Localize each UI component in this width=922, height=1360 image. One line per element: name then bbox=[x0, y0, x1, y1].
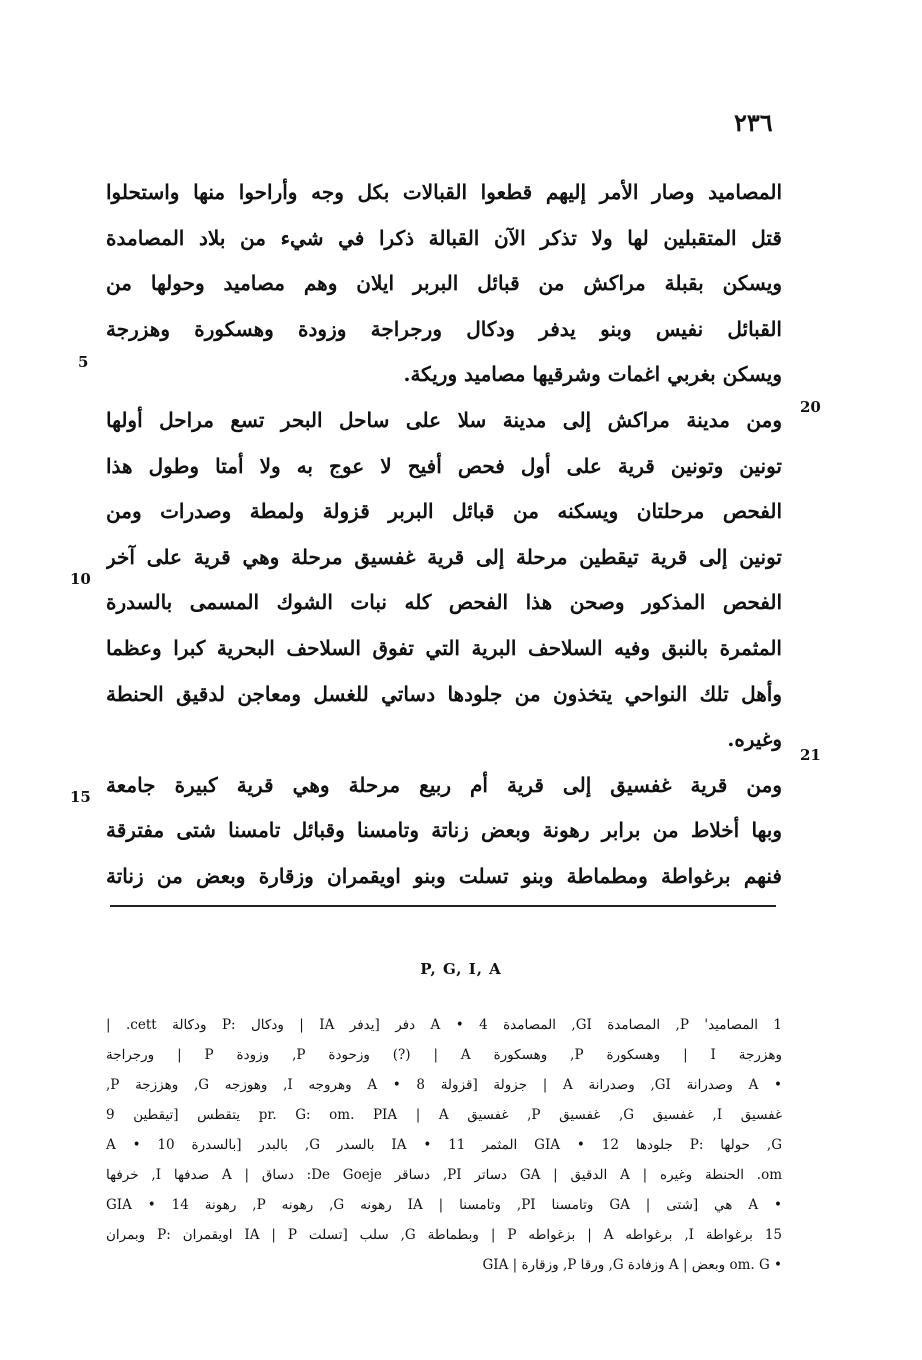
main-text bbox=[106, 170, 782, 900]
text-line: وبها أخلاط من برابر رهونة وبعض زناتة وتامسنا وقبائل تامسنا شتى مفترقة bbox=[106, 818, 782, 843]
text-line: ويسكن بقبلة مراكش من قبائل البربر ايلان وهم مصاميد وحولها من bbox=[106, 271, 782, 296]
critical-apparatus bbox=[106, 1010, 782, 1280]
text-line: تونين وتونين قرية على أول فحص أفيح لا عوج به ولا أمتا وطول هذا bbox=[106, 453, 782, 478]
text-line: وغيره. bbox=[727, 727, 782, 752]
apparatus-line: • om. G وبعض | A وزفادة G, ورقا P, وزقارة | GIA bbox=[482, 1257, 782, 1273]
footnote-divider bbox=[110, 905, 776, 907]
apparatus-heading: P, G, I, A bbox=[420, 960, 502, 978]
apparatus-line: 15 برغواطة I, برغواطه A | بزغواطه P | وبطماطة G, سلب [تسلت IA | P اويقمران :P وبمران bbox=[106, 1227, 782, 1243]
apparatus-line: • A هي [شتى | GA وتامسنا PI, وتامسنا | IA رهونه G, رهونه P, رهونة 14 • GIA bbox=[106, 1197, 782, 1213]
text-line: تونين إلى قرية تيقطين مرحلة إلى قرية غفسيق مرحلة وهي قرية على آخر bbox=[106, 544, 782, 569]
apparatus-line: غفسيق I, غفسيق G, غفسيق P, غفسيق pr. G: om. PIA | A يتقطس [تيقطين 9 bbox=[106, 1107, 782, 1123]
apparatus-line: وهزرجة I | وهسكورة P, وهسكورة A | (?) وزحودة P, وزودة P | ورجراجة bbox=[106, 1047, 782, 1063]
section-number-21: 21 bbox=[800, 746, 821, 764]
text-line: فنهم برغواطة ومطماطة وبنو تسلت وبنو اويقمران وزقارة وبعض من زناتة bbox=[106, 863, 782, 888]
text-line: الفحص مرحلتان ويسكنه من قبائل البربر قزولة ولمطة وصدرات ومن bbox=[106, 499, 782, 524]
apparatus-line: 1 المصاميد' P, المصامدة GI, المصامدة A • 4 دفر [يدفر IA | ودكال :P ودكالة cett. | bbox=[106, 1017, 782, 1033]
text-line: المصاميد وصار الأمر إليهم قطعوا القبالات بكل وجه وأراحوا منها واستحلوا bbox=[106, 180, 782, 204]
line-number-15: 15 bbox=[70, 788, 91, 806]
text-line: القبائل نفيس وبنو يدفر ودكال ورجراجة وزودة وهسكورة وهزرجة bbox=[106, 316, 782, 341]
section-number-20: 20 bbox=[800, 398, 821, 416]
line-number-5: 5 bbox=[78, 353, 89, 371]
text-line: قتل المتقبلين لها ولا تذكر الآن القبالة ذكرا في شيء من بلاد المصامدة bbox=[106, 225, 782, 250]
text-line: ومن قرية غفسيق إلى قرية أم ربيع مرحلة وهي قرية كبيرة جامعة bbox=[106, 772, 782, 797]
page-number: ٢٣٦ bbox=[734, 108, 773, 137]
apparatus-line: • A وصدرانة GI, وصدرانة A | جزولة [قزولة 8 • A وهروجه I, وهوزجه G, وهززجة P, bbox=[106, 1077, 782, 1093]
line-number-10: 10 bbox=[70, 570, 91, 588]
apparatus-line: G, حولها :P جلودها 12 • GIA المثمر 11 • IA بالسدر G, بالبدر [بالسدرة 10 • A bbox=[106, 1137, 782, 1153]
apparatus-line: om. الحنطة وغيره | A الدقيق | GA دساتر PI, دساقر De Goeje: دساق | A صدفها I, خرفها bbox=[106, 1167, 782, 1183]
text-line: ويسكن بغربي اغمات وشرقيها مصاميد وريكة. bbox=[403, 362, 782, 387]
text-line: وأهل تلك النواحي يتخذون من جلودها دساتي للغسل ومعاجن لدقيق الحنطة bbox=[106, 681, 782, 706]
text-line: الفحص المذكور وصحن هذا الفحص كله نبات الشوك المسمى بالسدرة bbox=[106, 590, 782, 615]
text-line: ومن مدينة مراكش إلى مدينة سلا على ساحل البحر تسع مراحل أولها bbox=[106, 407, 782, 432]
text-line: المثمرة بالنبق وفيه السلاحف البرية التي تفوق السلاحف البحرية كبرا وعظما bbox=[106, 635, 782, 660]
